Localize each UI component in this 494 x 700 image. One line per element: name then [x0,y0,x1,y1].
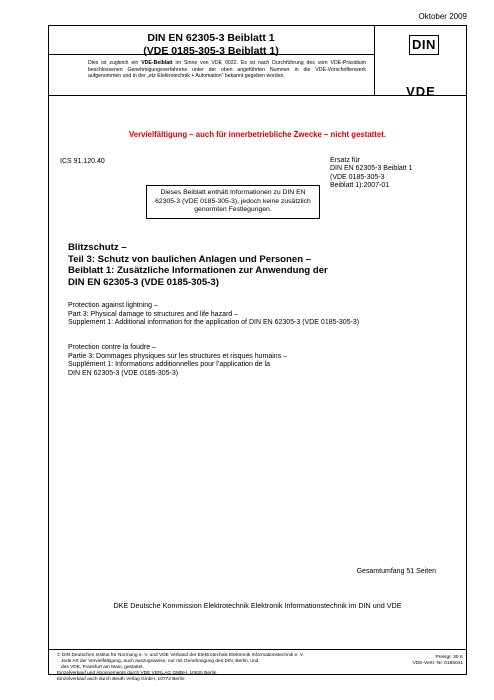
info-box: Dieses Beiblatt enthält Informationen zu DIN EN 62305-3 (VDE 0185-305-3), jedoch keine zusätzlich genormten Festlegungen. [146,185,320,219]
ics-code: ICS 91.120.40 [60,158,105,165]
title-english: Protection against lightning – Part 3: Physical damage to structures and life hazard – Supplement 1: Additional information for the application of DIN EN 62305-3 (VDE 0185-305-3) [68,302,360,326]
footer-divider [48,649,467,650]
price-group: Preisgr. 30 K VDE-Vertr.-Nr. 0185041 [412,655,463,666]
sales-note: Einzelverkauf auch durch Beuth Verlag GmbH, 10772 Berlin [57,677,185,682]
total-pages: Gesamtumfang 51 Seiten [356,568,436,575]
title-french: Protection contre la foudre – Partie 3: Dommages physiques sur les structures et risques humains – Supplément 1: Informations additionnelles pour l’application de la DIN EN 62305-3 (VDE 0185-305-3) [68,344,288,377]
vde-notice: Dies ist zugleich ein VDE-Beiblatt im Sinne von VDE 0022. Es ist nach Durchführung des vom VDE-Präsidium beschlossenen Genehmigungsverfahrens unter der oben angeführten Nummer in die VDE-Vorschriftenwerk aufgenommen und in der „etz Elektrotechnik + Automation“ bekannt gegeben worden. [88,60,366,79]
vde-logo: VDE [406,84,436,99]
replacement-note: Ersatz für DIN EN 62305-3 Beiblatt 1 (VDE 0185-305-3 Beiblatt 1):2007-01 [330,157,413,189]
dke-line: DKE Deutsche Kommission Elektrotechnik Elektronik Informationstechnik im DIN und VDE [113,601,402,610]
logo-area [374,25,467,99]
title-german: Blitzschutz – Teil 3: Schutz von baulichen Anlagen und Personen – Beiblatt 1: Zusätzliche Informationen zur Anwendung der DIN EN 62305-3 (VDE 0185-305-3) [68,242,328,288]
reproduction-notice: Vervielfältigung – auch für innerbetriebliche Zwecke – nicht gestattet. [129,130,386,139]
document-number: DIN EN 62305-3 Beiblatt 1 (VDE 0185-305-3 Beiblatt 1) [143,32,279,57]
din-logo: DIN [409,35,439,55]
copyright-footer: © DIN Deutsches Institut für Normung e. V. und VDE Verband der Elektrotechnik Elektronik Informationstechnik e. V. Jede Art der Vervielfältigung, auch auszugsweise, nur mit Genehmigung des DIN, Berlin, und des VDE, Frankfurt am Main, gestattet. Einzelverkauf und Abonnements durch VDE VERLAG GMBH, 10625 Berlin [57,653,304,676]
issue-date: Oktober 2009 [418,12,467,21]
